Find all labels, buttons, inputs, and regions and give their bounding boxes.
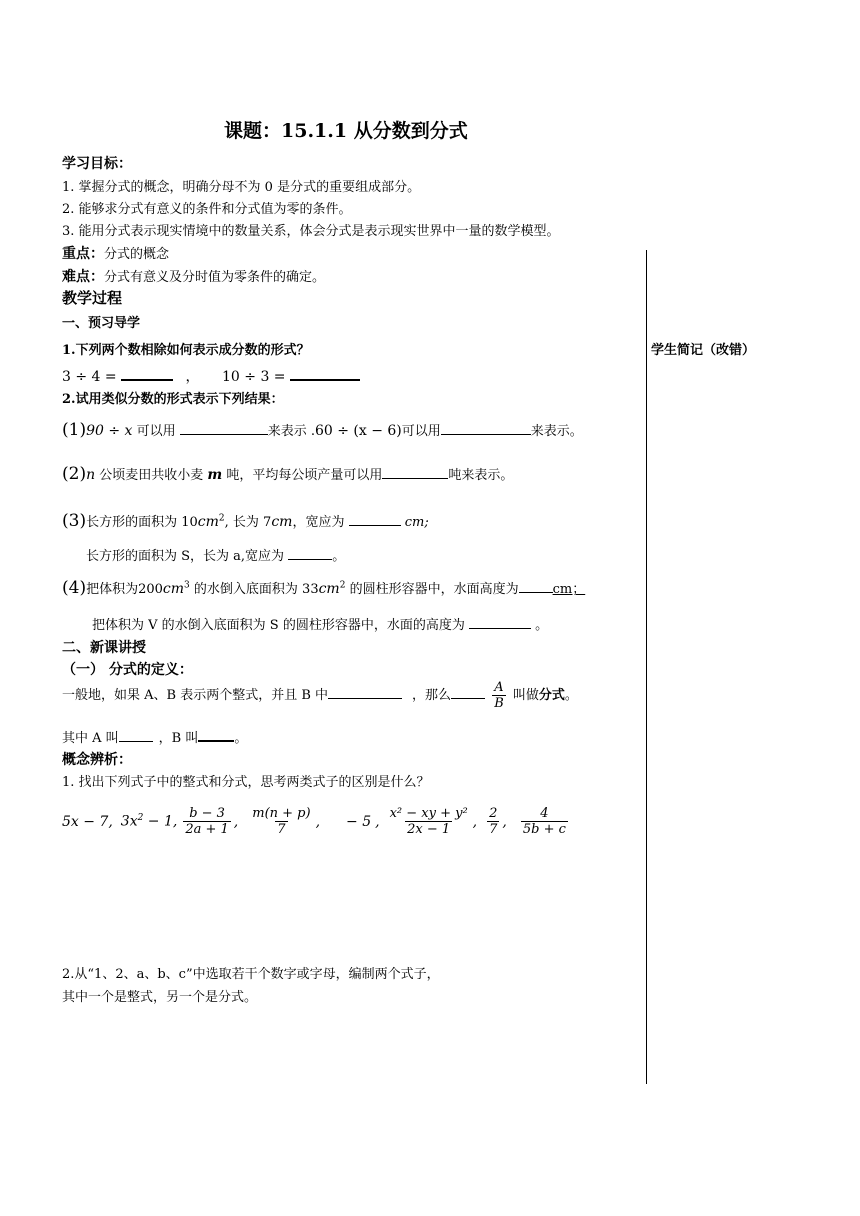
terms-text-b: ，B 叫: [158, 731, 199, 746]
fraction-numerator: A: [494, 680, 504, 695]
problem-3-line-2: [86, 545, 345, 564]
key-point-text: 分式的概念: [104, 247, 170, 262]
answer-blank-8[interactable]: [519, 580, 553, 593]
answer-blank-12[interactable]: [119, 729, 153, 742]
expr-10-div-3: 10 ÷ 3 =: [222, 369, 286, 385]
superscript-2: 2: [137, 813, 144, 824]
fraction-denominator: 7: [277, 822, 286, 837]
definition-text-d: 。: [564, 688, 578, 703]
problem-4-text-a: 把体积为200: [86, 582, 163, 597]
definition-text-c: 叫做: [508, 688, 539, 703]
fraction-b-minus-3: [183, 806, 230, 837]
problem-2-text-a: 公顷麦田共收小麦: [95, 468, 208, 483]
fraction-x2-minus-xy: [388, 806, 470, 837]
problem-4-line-2-end: 。: [530, 618, 549, 633]
subsection-1-text: （一） 分式的定义：: [62, 662, 193, 678]
answer-blank-6[interactable]: [349, 513, 401, 526]
question-1-expressions: [62, 366, 360, 386]
expr-3x2-minus-1: [121, 813, 178, 830]
problem-3-number: (3): [62, 511, 87, 531]
objective-item-1: 1. 掌握分式的概念，明确分母不为 0 是分式的重要组成部分。: [62, 180, 421, 195]
definition-line: [62, 680, 578, 711]
problem-1-text-d: 来表示。: [530, 424, 583, 439]
problem-4-line-2-text: 把体积为 V 的水倒入底面积为 S 的圆柱形容器中，水面的高度为: [92, 618, 469, 633]
expr-90-div-x: 90 ÷ x: [86, 423, 133, 439]
concept-question-1: 1. 找出下列式子中的整式和分式，思考两类式子的区别是什么？: [62, 775, 430, 790]
objective-item-2: 2. 能够求分式有意义的条件和分式值为零的条件。: [62, 202, 352, 217]
page-title: 课题：15.1.1 从分数到分式: [224, 120, 468, 142]
expression-list: [62, 806, 571, 837]
fraction-denominator: 2a + 1: [185, 822, 229, 837]
objective-item-3: 3. 能用分式表示现实情境中的数量关系，体会分式是表示现实世界中一量的数学模型。: [62, 224, 560, 239]
question-1: 1.下列两个数相除如何表示成分数的形式？: [62, 343, 310, 358]
superscript-2: 2: [339, 580, 346, 591]
objectives-heading: 学习目标：: [62, 156, 132, 172]
problem-3: [62, 511, 429, 531]
fraction-denominator: 5b + c: [522, 822, 566, 837]
problem-4-text-c: 的圆柱形容器中，水面高度为: [345, 582, 519, 597]
terms-text-a: 其中 A 叫: [62, 731, 119, 746]
answer-blank-5[interactable]: [382, 466, 448, 479]
problem-2-number: (2): [62, 464, 87, 484]
separator: ,: [472, 813, 478, 830]
problem-3-text-b: , 长为 7: [224, 515, 272, 530]
fraction-denominator: B: [494, 696, 504, 711]
separator: ,: [315, 813, 321, 830]
var-n: n: [86, 467, 96, 483]
difficulty-label: 难点：: [62, 269, 104, 285]
side-note-heading: 学生简记（改错）: [651, 343, 756, 358]
difficulty-text: 分式有意义及分时值为零条件的确定。: [104, 270, 326, 285]
answer-blank-1[interactable]: [121, 367, 173, 381]
problem-4-number: (4): [62, 578, 87, 598]
concept-heading: 概念辨析：: [62, 752, 132, 768]
problem-3-text-c: ，宽应为: [292, 515, 349, 530]
expr-3-div-4: 3 ÷ 4 =: [62, 369, 117, 385]
unit-cm: cm: [271, 514, 293, 530]
var-m: m: [207, 467, 223, 483]
section-2-heading: 二、新课讲授: [62, 640, 146, 656]
subsection-1-heading: [62, 659, 193, 679]
definition-bold-term: 分式: [538, 688, 565, 703]
fraction-numerator: 4: [540, 806, 549, 821]
key-point-label: 重点：: [62, 246, 104, 262]
answer-blank-7[interactable]: [288, 547, 332, 560]
unit-cm: cm: [162, 581, 185, 597]
section-1-heading: 一、预习导学: [62, 316, 141, 331]
problem-4-unit-end: cm；: [552, 582, 586, 597]
problem-1-text-b: 来表示 .: [267, 424, 315, 439]
separator: ,: [375, 813, 380, 830]
problem-3-unit-end: cm;: [404, 515, 429, 530]
problem-2: [62, 464, 513, 484]
problem-3-line-2-text: 长方形的面积为 S，长为 a,宽应为: [86, 549, 289, 564]
answer-blank-4[interactable]: [441, 422, 531, 435]
difficulty: [62, 266, 325, 286]
superscript-3: 3: [184, 580, 190, 591]
problem-3-line-2-end: 。: [332, 549, 346, 564]
definition-text-a: 一般地，如果 A、B 表示两个整式，并且 B 中: [62, 688, 329, 703]
concept-question-2-line-1: 2.从“1、2、a、b、c”中选取若干个数字或字母，编制两个式子，: [62, 967, 440, 982]
problem-4: [62, 578, 585, 598]
fraction-numerator: m(n + p): [252, 806, 311, 821]
expr-minus-1: − 1,: [143, 813, 178, 830]
problem-2-text-c: 吨来表示。: [448, 468, 514, 483]
problem-4-text-b: 的水倒入底面积为 33: [189, 582, 319, 597]
fraction-denominator: 7: [489, 822, 498, 837]
margin-divider-line: [646, 250, 647, 1084]
definition-text-b: ，那么: [412, 688, 452, 703]
key-point: [62, 243, 169, 263]
expr-minus-5: − 5: [346, 813, 372, 830]
fraction-numerator: 2: [489, 806, 498, 821]
fraction-numerator: x² − xy + y²: [389, 806, 468, 821]
separator: ,: [233, 813, 239, 830]
separator: ,: [502, 813, 507, 830]
terms-text-c: 。: [234, 731, 248, 746]
problem-1: [62, 420, 583, 440]
fraction-a-over-b: [492, 680, 506, 711]
expr-3x: 3x: [120, 813, 138, 830]
expr-60-div-x-minus-6: 60 ÷ (x − 6): [314, 423, 402, 439]
problem-2-text-b: 吨，平均每公顷产量可以用: [222, 468, 383, 483]
answer-blank-9[interactable]: [469, 616, 531, 629]
concept-question-2-line-2: 其中一个是整式，另一个是分式。: [62, 990, 258, 1005]
unit-cm: cm: [197, 514, 219, 530]
comma: ，: [185, 369, 200, 385]
fraction-m-n-plus-p: [250, 806, 312, 837]
answer-blank-10[interactable]: [328, 686, 402, 699]
expr-5x-minus-7: 5x − 7,: [62, 813, 113, 830]
problem-1-text-a: 可以用: [132, 424, 180, 439]
superscript-2: 2: [218, 513, 225, 524]
answer-blank-3[interactable]: [180, 422, 268, 435]
problem-3-text-a: 长方形的面积为 10: [86, 515, 198, 530]
fraction-denominator: 2x − 1: [407, 822, 451, 837]
fraction-4-over-5b-plus-c: [521, 806, 568, 837]
problem-4-line-2: [92, 614, 548, 633]
process-heading: 教学过程: [62, 289, 123, 307]
problem-1-number: (1): [62, 420, 87, 440]
problem-1-text-c: 可以用: [401, 424, 441, 439]
answer-blank-2[interactable]: [290, 367, 360, 381]
fraction-numerator: b − 3: [189, 806, 225, 821]
unit-cm: cm: [318, 581, 340, 597]
fraction-2-over-7: [487, 806, 499, 837]
terms-line: [62, 727, 247, 746]
answer-blank-11[interactable]: [451, 686, 485, 699]
answer-blank-13[interactable]: [198, 728, 234, 742]
question-2: 2.试用类似分数的形式表示下列结果：: [62, 392, 284, 407]
